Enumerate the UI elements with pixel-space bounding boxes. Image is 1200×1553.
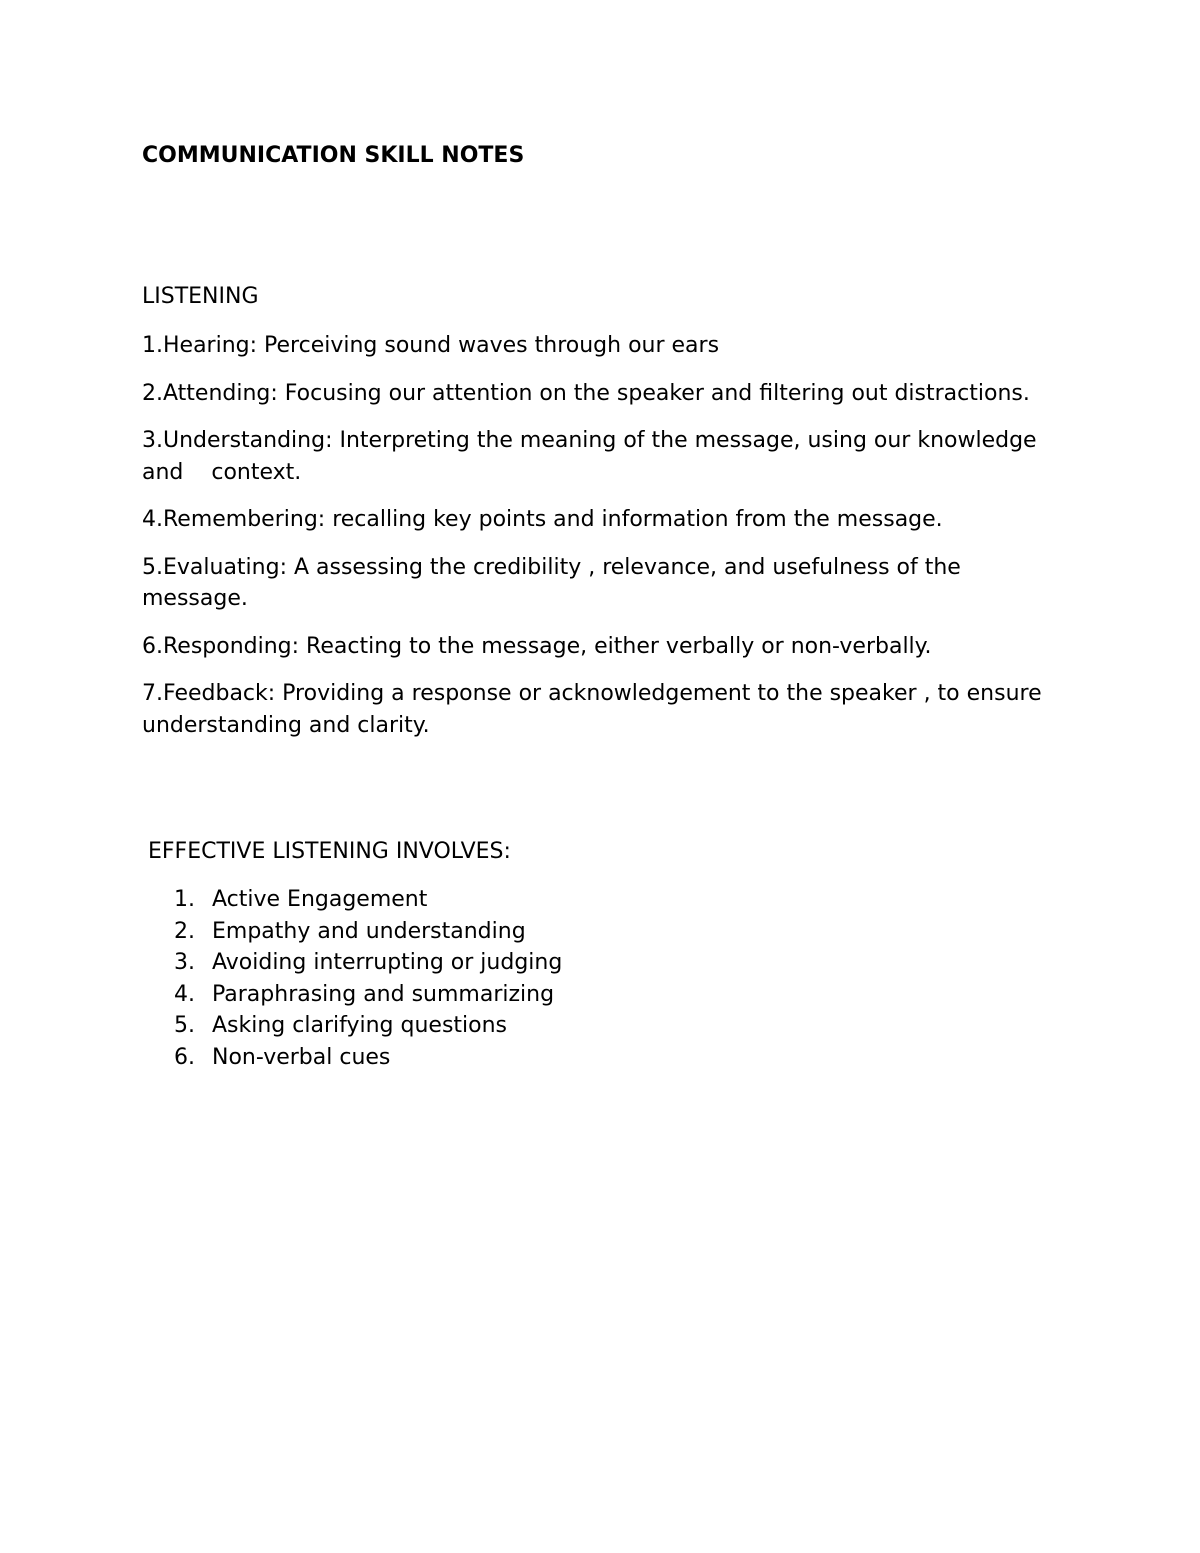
listening-step: 3.Understanding: Interpreting the meaning of the message, using our knowledge and context. <box>142 428 1044 485</box>
listening-step: 4.Remembering: recalling key points and information from the message. <box>142 507 943 532</box>
list-item <box>174 947 562 979</box>
list-item-number: 5. <box>174 1013 195 1039</box>
list-item-number: 6. <box>174 1044 195 1070</box>
list-item-text: Paraphrasing and summarizing <box>212 981 555 1007</box>
listening-step: 2.Attending: Focusing our attention on the speaker and filtering out distractions. <box>142 380 1030 406</box>
effective-listening-list <box>174 884 562 1074</box>
list-item-text: Active Engagement <box>212 887 428 912</box>
document-title: COMMUNICATION SKILL NOTES <box>142 143 525 168</box>
listening-steps <box>142 330 1049 757</box>
list-item-text: Empathy and understanding <box>212 918 526 944</box>
list-item-number: 4. <box>174 981 195 1007</box>
list-item <box>174 916 562 948</box>
list-item <box>174 1042 562 1074</box>
list-item-number: 1. <box>174 887 195 912</box>
listening-step: 7.Feedback: Providing a response or acknowledgement to the speaker , to ensure understanding and clarity. <box>142 681 1049 738</box>
list-item-text: Non-verbal cues <box>212 1044 391 1070</box>
listening-step: 1.Hearing: Perceiving sound waves through our ears <box>142 333 720 358</box>
list-item-text: Asking clarifying questions <box>212 1013 508 1039</box>
list-item <box>174 1010 562 1042</box>
list-item <box>174 884 562 916</box>
listening-step: 5.Evaluating: A assessing the credibility , relevance, and usefulness of the message. <box>142 554 968 611</box>
listening-step: 6.Responding: Reacting to the message, either verbally or non-verbally. <box>142 633 932 659</box>
list-item-number: 2. <box>174 918 195 944</box>
listening-heading: LISTENING <box>142 284 259 309</box>
list-item-text: Avoiding interrupting or judging <box>212 950 563 976</box>
list-item-number: 3. <box>174 950 195 976</box>
effective-listening-heading: EFFECTIVE LISTENING INVOLVES: <box>148 839 511 864</box>
list-item <box>174 979 562 1011</box>
